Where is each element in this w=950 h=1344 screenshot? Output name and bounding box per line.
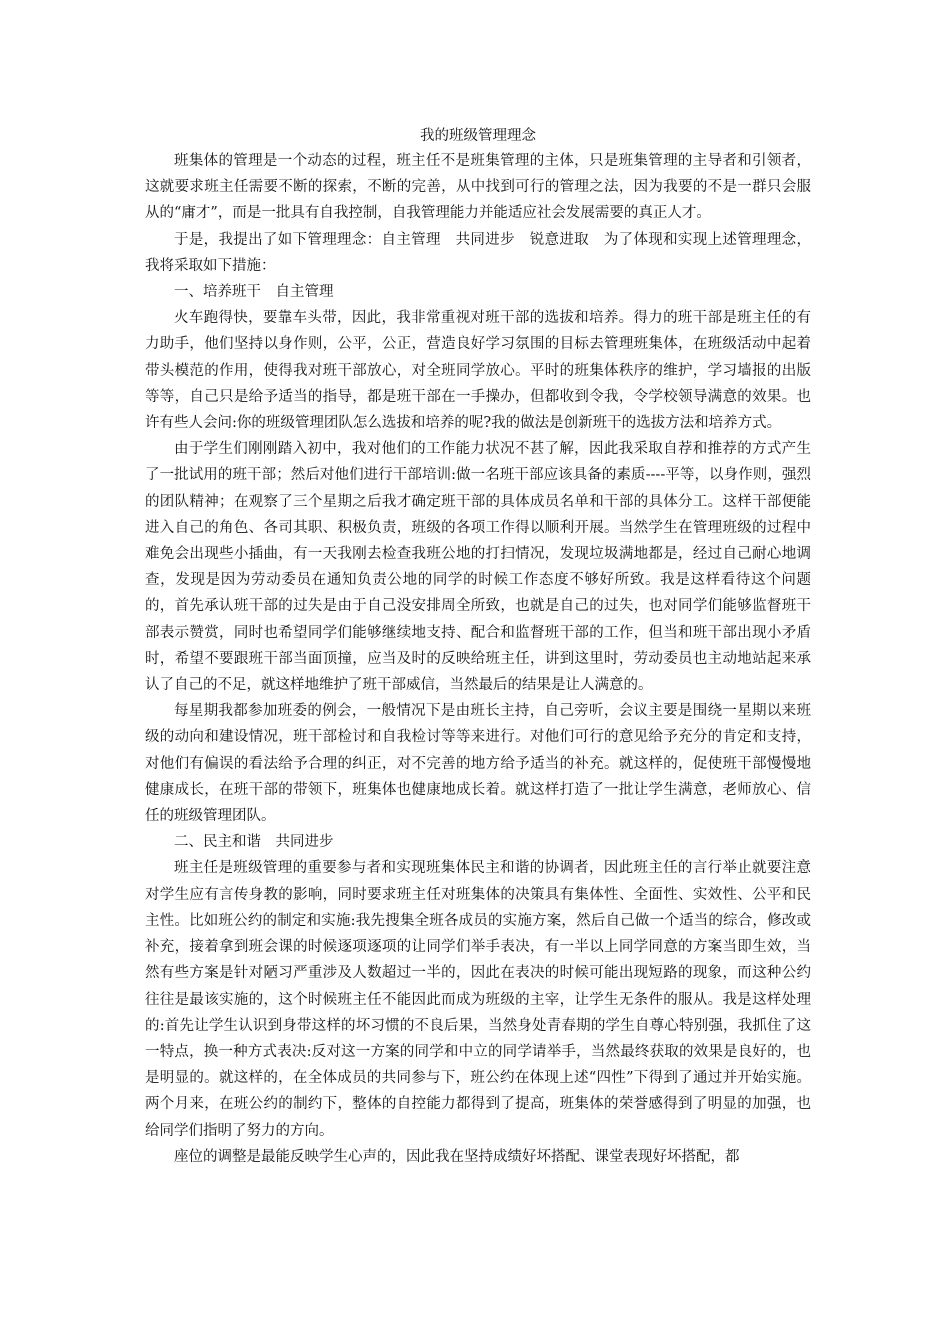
paragraph-intro: 班集体的管理是一个动态的过程，班主任不是班集管理的主体，只是班集管理的主导者和引领者，这就要求班主任需要不断的探索，不断的完善，从中找到可行的管理之法，因为我要的不是一群只会服从的“庸才”，而是一批具有自我控制，自我管理能力并能适应社会发展需要的真正人才。	[145, 153, 811, 222]
document-page	[145, 124, 811, 1170]
paragraph-cadre-selection: 火车跑得快，要靠车头带，因此，我非常重视对班干部的选拔和培养。得力的班干部是班主任的有力助手，他们坚持以身作则，公平，公正，营造良好学习氛围的目标去管理班集体，在班级活动中起着带头模范的作用，使得我对班干部放心，对全班同学放心。平时的班集体秩序的维护，学习墙报的出版等等，自己只是给予适当的指导，都是班干部在一手操办，但都收到令我，令学校领导满意的效果。也许有些人会问:你的班级管理团队怎么选拔和培养的呢?我的做法是创新班干的选拔方法和培养方式。	[145, 310, 811, 432]
paragraph-cadre-training: 由于学生们刚刚踏入初中，我对他们的工作能力状况不甚了解，因此我采取自荐和推荐的方式产生了一批试用的班干部；然后对他们进行干部培训:做一名班干部应该具备的素质----平等，以身作则，强烈的团队精神；在观察了三个星期之后我才确定班干部的具体成员名单和干部的具体分工。这样干部便能进入自己的角色、各司其职、积极负责，班级的各项工作得以顺利开展。当然学生在管理班级的过程中难免会出现些小插曲，有一天我刚去检查我班公地的打扫情况，发现垃圾满地都是，经过自己耐心地调查，发现是因为劳动委员在通知负责公地的同学的时候工作态度不够好所致。我是这样看待这个问题的，首先承认班干部的过失是由于自己没安排周全所致，也就是自己的过失，也对同学们能够监督班干部表示赞赏，同时也希望同学们能够继续地支持、配合和监督班干部的工作，但当和班干部出现小矛盾时，希望不要跟班干部当面顶撞，应当及时的反映给班主任，讲到这里时，劳动委员也主动地站起来承认了自己的不足，就这样地维护了班干部威信，当然最后的结果是让人满意的。	[145, 441, 811, 694]
section-heading-2: 二、民主和谐 共同进步	[174, 834, 334, 851]
section-heading-1: 一、培养班干 自主管理	[174, 284, 334, 301]
paragraph-democracy: 班主任是班级管理的重要参与者和实现班集体民主和谐的协调者，因此班主任的言行举止就要注意对学生应有言传身教的影响，同时要求班主任对班集体的决策具有集体性、全面性、实效性、公平和民主性。比如班公约的制定和实施:我先搜集全班各成员的实施方案，然后自己做一个适当的综合，修改或补充，接着拿到班会课的时候逐项逐项的让同学们举手表决，有一半以上同学同意的方案当即生效，当然有些方案是针对陋习严重涉及人数超过一半的，因此在表决的时候可能出现短路的现象，而这种公约往往是最该实施的，这个时候班主任不能因此而成为班级的主宰，让学生无条件的服从。我是这样处理的:首先让学生认识到身带这样的坏习惯的不良后果，当然身处青春期的学生自尊心特别强，我抓住了这一特点，换一种方式表决:反对这一方案的同学和中立的同学请举手，当然最终获取的效果是良好的，也是明显的。就这样的，在全体成员的共同参与下，班公约在体现上述“四性”下得到了通过并开始实施。两个月来，在班公约的制约下，整体的自控能力都得到了提高，班集体的荣誉感得到了明显的加强，也给同学们指明了努力的方向。	[145, 860, 811, 1139]
paragraph-weekly-meeting: 每星期我都参加班委的例会，一般情况下是由班长主持，自己旁听，会议主要是围绕一星期以来班级的动向和建设情况，班干部检讨和自我检讨等等来进行。对他们可行的意见给予充分的肯定和支持，对他们有偏误的看法给予合理的纠正，对不完善的地方给予适当的补充。就这样的，促使班干部慢慢地健康成长，在班干部的带领下，班集体也健康地成长着。就这样打造了一批让学生满意，老师放心、信任的班级管理团队。	[145, 703, 811, 825]
paragraph-concepts: 于是，我提出了如下管理理念：自主管理 共同进步 锐意进取 为了体现和实现上述管理理念，我将采取如下措施：	[145, 231, 811, 274]
document-title: 我的班级管理理念	[420, 128, 536, 144]
paragraph-seating: 座位的调整是最能反映学生心声的，因此我在坚持成绩好坏搭配、课堂表现好坏搭配，都	[174, 1148, 740, 1165]
